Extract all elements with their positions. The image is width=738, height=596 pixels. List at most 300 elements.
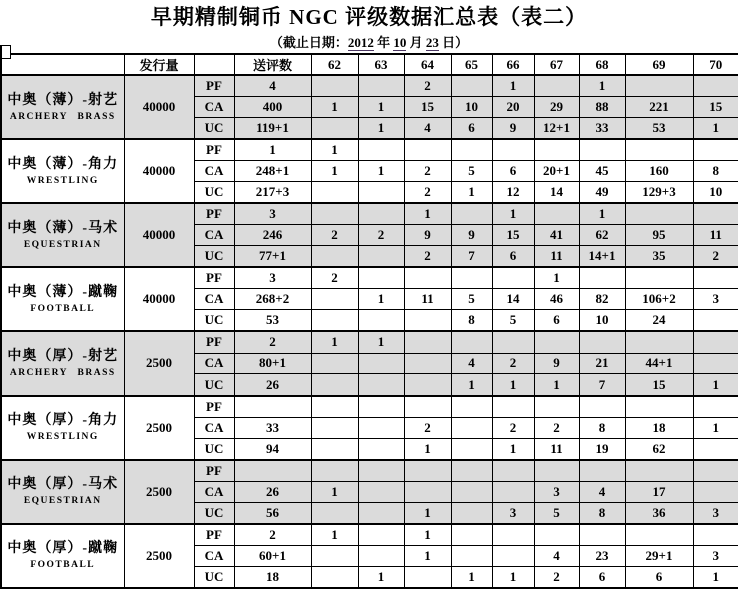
grade-count-cell: 7 bbox=[579, 374, 625, 396]
grade-count-cell: 17 bbox=[625, 481, 693, 502]
grade-count-cell bbox=[451, 75, 492, 97]
grade-count-cell bbox=[358, 246, 404, 268]
grade-count-cell bbox=[311, 246, 358, 268]
coin-name-cn: 中奥（厚）-角力 bbox=[7, 413, 119, 429]
mintage-cell: 2500 bbox=[124, 524, 194, 588]
grade-count-cell: 14+1 bbox=[579, 246, 625, 268]
grade-count-cell bbox=[404, 310, 451, 332]
grade-count-cell: 2 bbox=[693, 246, 738, 268]
grade-count-cell: 1 bbox=[534, 374, 579, 396]
grade-count-cell bbox=[358, 460, 404, 482]
grade-count-cell: 9 bbox=[534, 353, 579, 374]
submitted-count-cell: 119+1 bbox=[234, 118, 311, 140]
grade-count-cell: 82 bbox=[579, 289, 625, 310]
header-grade-64: 64 bbox=[404, 54, 451, 75]
submitted-count-cell: 1 bbox=[234, 139, 311, 161]
grade-count-cell bbox=[358, 75, 404, 97]
coin-name-cn: 中奥（薄）-射艺 bbox=[7, 92, 119, 108]
header-grade-type bbox=[194, 54, 234, 75]
submitted-count-cell: 3 bbox=[234, 203, 311, 225]
grade-type-cell: PF bbox=[194, 75, 234, 97]
grade-count-cell: 23 bbox=[579, 545, 625, 566]
coin-name-cell bbox=[1, 139, 124, 203]
grade-count-cell bbox=[693, 203, 738, 225]
grade-count-cell: 1 bbox=[404, 545, 451, 566]
grade-count-cell: 2 bbox=[534, 566, 579, 588]
grade-count-cell: 4 bbox=[534, 545, 579, 566]
grade-count-cell bbox=[693, 331, 738, 353]
table-row bbox=[1, 331, 738, 353]
grade-count-cell: 15 bbox=[693, 97, 738, 118]
submitted-count-cell: 246 bbox=[234, 225, 311, 246]
grade-count-cell bbox=[534, 396, 579, 418]
grade-count-cell: 29 bbox=[534, 97, 579, 118]
table-row bbox=[1, 267, 738, 289]
coin-name-en: FOOTBALL bbox=[30, 303, 96, 314]
grade-count-cell bbox=[534, 203, 579, 225]
grade-count-cell bbox=[358, 353, 404, 374]
grade-count-cell: 6 bbox=[492, 161, 534, 182]
grade-count-cell: 53 bbox=[625, 118, 693, 140]
grade-count-cell: 8 bbox=[451, 310, 492, 332]
grade-count-cell: 33 bbox=[579, 118, 625, 140]
grade-count-cell bbox=[404, 139, 451, 161]
grade-count-cell: 1 bbox=[358, 97, 404, 118]
grade-count-cell: 14 bbox=[492, 289, 534, 310]
grade-count-cell bbox=[579, 267, 625, 289]
grade-count-cell bbox=[579, 460, 625, 482]
grade-count-cell: 1 bbox=[693, 374, 738, 396]
grade-count-cell bbox=[693, 353, 738, 374]
grade-count-cell: 1 bbox=[492, 203, 534, 225]
grade-count-cell bbox=[358, 417, 404, 438]
grade-count-cell bbox=[693, 460, 738, 482]
grade-count-cell bbox=[311, 289, 358, 310]
grade-count-cell: 10 bbox=[451, 97, 492, 118]
grade-count-cell bbox=[693, 396, 738, 418]
grade-count-cell: 44+1 bbox=[625, 353, 693, 374]
grade-type-cell: CA bbox=[194, 225, 234, 246]
grade-count-cell: 5 bbox=[534, 502, 579, 524]
grade-count-cell: 2 bbox=[492, 353, 534, 374]
grade-count-cell: 6 bbox=[534, 310, 579, 332]
grade-type-cell: PF bbox=[194, 331, 234, 353]
grade-count-cell bbox=[625, 396, 693, 418]
table-row bbox=[1, 203, 738, 225]
grade-count-cell: 1 bbox=[358, 566, 404, 588]
grade-count-cell bbox=[625, 75, 693, 97]
grade-count-cell bbox=[625, 460, 693, 482]
grade-count-cell: 1 bbox=[492, 75, 534, 97]
table-row bbox=[1, 396, 738, 418]
grade-count-cell: 1 bbox=[492, 566, 534, 588]
grade-count-cell: 9 bbox=[404, 225, 451, 246]
grade-count-cell bbox=[579, 331, 625, 353]
grade-count-cell: 3 bbox=[534, 481, 579, 502]
grade-count-cell: 3 bbox=[693, 289, 738, 310]
grade-count-cell: 1 bbox=[311, 139, 358, 161]
grade-count-cell bbox=[625, 331, 693, 353]
grade-count-cell bbox=[358, 481, 404, 502]
grade-count-cell: 6 bbox=[492, 246, 534, 268]
header-row bbox=[1, 54, 738, 75]
grade-count-cell: 1 bbox=[693, 566, 738, 588]
subtitle-text: （截止日期： bbox=[269, 35, 348, 50]
coin-name-cn: 中奥（薄）-蹴鞠 bbox=[7, 284, 119, 300]
mintage-cell: 40000 bbox=[124, 203, 194, 267]
page-title: 早期精制铜币 NGC 评级数据汇总表（表二） bbox=[150, 5, 588, 29]
grade-type-cell: UC bbox=[194, 374, 234, 396]
subtitle-date-number: 2012 bbox=[347, 35, 374, 50]
grade-count-cell bbox=[451, 502, 492, 524]
header-grade-68: 68 bbox=[579, 54, 625, 75]
grade-count-cell: 4 bbox=[404, 118, 451, 140]
grade-count-cell bbox=[492, 545, 534, 566]
grade-count-cell bbox=[534, 75, 579, 97]
grade-count-cell: 2 bbox=[404, 161, 451, 182]
table-row bbox=[1, 460, 738, 482]
grade-count-cell: 1 bbox=[358, 161, 404, 182]
grade-type-cell: PF bbox=[194, 139, 234, 161]
grade-count-cell: 18 bbox=[625, 417, 693, 438]
grade-count-cell: 1 bbox=[404, 524, 451, 546]
grade-count-cell bbox=[311, 396, 358, 418]
grade-count-cell bbox=[693, 481, 738, 502]
grade-count-cell: 1 bbox=[492, 438, 534, 460]
grade-type-cell: UC bbox=[194, 182, 234, 204]
submitted-count-cell: 2 bbox=[234, 331, 311, 353]
grade-count-cell bbox=[358, 524, 404, 546]
grading-table bbox=[0, 53, 738, 589]
grade-count-cell: 20 bbox=[492, 97, 534, 118]
grade-count-cell: 2 bbox=[311, 225, 358, 246]
header-grade-63: 63 bbox=[358, 54, 404, 75]
grade-count-cell bbox=[404, 331, 451, 353]
grade-count-cell: 15 bbox=[404, 97, 451, 118]
mintage-cell: 40000 bbox=[124, 139, 194, 203]
grade-count-cell: 1 bbox=[451, 566, 492, 588]
grade-count-cell: 2 bbox=[404, 417, 451, 438]
grade-count-cell: 6 bbox=[579, 566, 625, 588]
grade-count-cell: 10 bbox=[693, 182, 738, 204]
submitted-count-cell: 18 bbox=[234, 566, 311, 588]
grade-count-cell bbox=[451, 545, 492, 566]
grade-count-cell: 35 bbox=[625, 246, 693, 268]
coin-name-en: WRESTLING bbox=[26, 432, 99, 443]
coin-name-cn: 中奥（厚）-射艺 bbox=[7, 348, 119, 364]
grade-type-cell: PF bbox=[194, 396, 234, 418]
grade-count-cell: 2 bbox=[404, 246, 451, 268]
grade-count-cell bbox=[451, 139, 492, 161]
grade-count-cell bbox=[451, 438, 492, 460]
table-row bbox=[1, 524, 738, 546]
submitted-count-cell: 26 bbox=[234, 481, 311, 502]
header-grade-65: 65 bbox=[451, 54, 492, 75]
grade-type-cell: PF bbox=[194, 460, 234, 482]
submitted-count-cell: 268+2 bbox=[234, 289, 311, 310]
grade-count-cell: 8 bbox=[693, 161, 738, 182]
grade-count-cell bbox=[451, 460, 492, 482]
grade-type-cell: CA bbox=[194, 481, 234, 502]
grade-count-cell bbox=[492, 396, 534, 418]
grade-count-cell bbox=[404, 374, 451, 396]
submitted-count-cell: 94 bbox=[234, 438, 311, 460]
grade-count-cell bbox=[492, 481, 534, 502]
subtitle-date-number: 10 bbox=[393, 35, 407, 50]
grade-count-cell: 1 bbox=[311, 481, 358, 502]
grade-count-cell: 9 bbox=[492, 118, 534, 140]
coin-name-en: ARCHERY BRASS bbox=[9, 111, 116, 122]
grade-count-cell bbox=[311, 438, 358, 460]
submitted-count-cell bbox=[234, 396, 311, 418]
grade-count-cell bbox=[311, 203, 358, 225]
grade-count-cell: 11 bbox=[404, 289, 451, 310]
grade-count-cell: 12+1 bbox=[534, 118, 579, 140]
header-grade-69: 69 bbox=[625, 54, 693, 75]
submitted-count-cell: 3 bbox=[234, 267, 311, 289]
grade-count-cell bbox=[358, 203, 404, 225]
grade-count-cell bbox=[492, 267, 534, 289]
grade-count-cell: 1 bbox=[311, 97, 358, 118]
grade-type-cell: PF bbox=[194, 267, 234, 289]
grade-count-cell bbox=[579, 139, 625, 161]
submitted-count-cell: 248+1 bbox=[234, 161, 311, 182]
subtitle-date-number: 23 bbox=[425, 35, 439, 50]
grade-count-cell bbox=[358, 396, 404, 418]
cutoff-date-subtitle bbox=[0, 34, 738, 51]
grade-count-cell bbox=[311, 182, 358, 204]
submitted-count-cell bbox=[234, 460, 311, 482]
grade-count-cell bbox=[404, 481, 451, 502]
subtitle-text: 月 bbox=[406, 35, 426, 50]
grade-count-cell bbox=[311, 417, 358, 438]
grade-count-cell bbox=[311, 460, 358, 482]
grade-count-cell bbox=[534, 524, 579, 546]
border-artifact bbox=[0, 45, 11, 59]
grade-count-cell bbox=[358, 438, 404, 460]
grade-count-cell bbox=[693, 524, 738, 546]
coin-name-cell bbox=[1, 524, 124, 588]
grade-count-cell bbox=[311, 118, 358, 140]
submitted-count-cell: 56 bbox=[234, 502, 311, 524]
grade-count-cell bbox=[451, 331, 492, 353]
grade-count-cell: 1 bbox=[404, 203, 451, 225]
coin-name-cell bbox=[1, 460, 124, 524]
grade-count-cell: 1 bbox=[693, 118, 738, 140]
grade-count-cell: 1 bbox=[693, 417, 738, 438]
grade-count-cell bbox=[579, 396, 625, 418]
grade-count-cell: 1 bbox=[358, 289, 404, 310]
coin-name-cn: 中奥（厚）-马术 bbox=[7, 477, 119, 493]
header-grade-70: 70 bbox=[693, 54, 738, 75]
submitted-count-cell: 2 bbox=[234, 524, 311, 546]
grade-count-cell bbox=[311, 502, 358, 524]
grade-type-cell: CA bbox=[194, 353, 234, 374]
grade-count-cell: 62 bbox=[579, 225, 625, 246]
grade-count-cell: 2 bbox=[404, 182, 451, 204]
grade-count-cell: 2 bbox=[492, 417, 534, 438]
grade-count-cell: 2 bbox=[404, 75, 451, 97]
grade-count-cell: 8 bbox=[579, 417, 625, 438]
grade-count-cell bbox=[404, 566, 451, 588]
grade-count-cell bbox=[492, 524, 534, 546]
grade-count-cell: 3 bbox=[693, 545, 738, 566]
submitted-count-cell: 33 bbox=[234, 417, 311, 438]
grade-type-cell: UC bbox=[194, 118, 234, 140]
grade-count-cell bbox=[451, 481, 492, 502]
grade-count-cell: 160 bbox=[625, 161, 693, 182]
grade-count-cell: 4 bbox=[579, 481, 625, 502]
grade-count-cell bbox=[625, 267, 693, 289]
grade-count-cell bbox=[693, 438, 738, 460]
grade-count-cell bbox=[579, 524, 625, 546]
grade-count-cell: 106+2 bbox=[625, 289, 693, 310]
grade-count-cell bbox=[311, 566, 358, 588]
grade-count-cell bbox=[451, 417, 492, 438]
grade-type-cell: UC bbox=[194, 566, 234, 588]
mintage-cell: 2500 bbox=[124, 460, 194, 524]
coin-name-en: EQUESTRIAN bbox=[23, 239, 102, 250]
grade-count-cell: 24 bbox=[625, 310, 693, 332]
grade-count-cell: 45 bbox=[579, 161, 625, 182]
coin-name-cell bbox=[1, 331, 124, 395]
grade-count-cell: 11 bbox=[534, 246, 579, 268]
coin-name-cn: 中奥（厚）-蹴鞠 bbox=[7, 541, 119, 557]
grade-count-cell: 95 bbox=[625, 225, 693, 246]
grade-count-cell bbox=[534, 139, 579, 161]
grade-count-cell bbox=[358, 502, 404, 524]
grade-count-cell: 1 bbox=[579, 75, 625, 97]
grade-count-cell bbox=[492, 460, 534, 482]
submitted-count-cell: 53 bbox=[234, 310, 311, 332]
grade-count-cell bbox=[358, 267, 404, 289]
grade-count-cell bbox=[693, 310, 738, 332]
grade-count-cell: 1 bbox=[311, 331, 358, 353]
header-submitted-count: 送评数 bbox=[234, 54, 311, 75]
grade-count-cell: 49 bbox=[579, 182, 625, 204]
grade-count-cell: 6 bbox=[625, 566, 693, 588]
grade-count-cell: 20+1 bbox=[534, 161, 579, 182]
header-grade-67: 67 bbox=[534, 54, 579, 75]
header-coin-name bbox=[1, 54, 124, 75]
grade-count-cell: 2 bbox=[358, 225, 404, 246]
coin-name-cell bbox=[1, 75, 124, 139]
grade-count-cell: 1 bbox=[311, 524, 358, 546]
coin-name-cn: 中奥（薄）-马术 bbox=[7, 220, 119, 236]
submitted-count-cell: 217+3 bbox=[234, 182, 311, 204]
grade-count-cell: 15 bbox=[625, 374, 693, 396]
submitted-count-cell: 400 bbox=[234, 97, 311, 118]
coin-name-en: FOOTBALL bbox=[30, 560, 96, 571]
grade-count-cell: 21 bbox=[579, 353, 625, 374]
grade-count-cell bbox=[311, 75, 358, 97]
grade-type-cell: CA bbox=[194, 97, 234, 118]
grade-count-cell bbox=[492, 331, 534, 353]
grade-count-cell: 1 bbox=[311, 161, 358, 182]
grade-count-cell: 1 bbox=[358, 331, 404, 353]
header-grade-66: 66 bbox=[492, 54, 534, 75]
grade-count-cell bbox=[451, 203, 492, 225]
subtitle-text: 日） bbox=[438, 35, 469, 50]
grade-count-cell: 15 bbox=[492, 225, 534, 246]
grade-count-cell bbox=[404, 267, 451, 289]
coin-name-en: WRESTLING bbox=[26, 175, 99, 186]
subtitle-text: 年 bbox=[373, 35, 394, 50]
grade-count-cell: 62 bbox=[625, 438, 693, 460]
grade-count-cell: 41 bbox=[534, 225, 579, 246]
grade-count-cell: 12 bbox=[492, 182, 534, 204]
grade-count-cell: 2 bbox=[534, 417, 579, 438]
grade-count-cell: 11 bbox=[534, 438, 579, 460]
grade-count-cell bbox=[358, 182, 404, 204]
grade-count-cell: 5 bbox=[451, 161, 492, 182]
grade-count-cell bbox=[693, 267, 738, 289]
grade-count-cell: 19 bbox=[579, 438, 625, 460]
coin-name-cell bbox=[1, 267, 124, 331]
grade-count-cell bbox=[625, 524, 693, 546]
grade-type-cell: PF bbox=[194, 203, 234, 225]
grade-count-cell bbox=[693, 75, 738, 97]
submitted-count-cell: 26 bbox=[234, 374, 311, 396]
grade-count-cell: 5 bbox=[451, 289, 492, 310]
grade-count-cell: 7 bbox=[451, 246, 492, 268]
grade-count-cell bbox=[311, 374, 358, 396]
grade-count-cell bbox=[404, 353, 451, 374]
grade-type-cell: UC bbox=[194, 438, 234, 460]
grade-count-cell: 29+1 bbox=[625, 545, 693, 566]
submitted-count-cell: 4 bbox=[234, 75, 311, 97]
grade-type-cell: CA bbox=[194, 161, 234, 182]
grade-count-cell bbox=[693, 139, 738, 161]
submitted-count-cell: 80+1 bbox=[234, 353, 311, 374]
grade-type-cell: UC bbox=[194, 246, 234, 268]
grade-count-cell: 6 bbox=[451, 118, 492, 140]
grade-count-cell bbox=[358, 139, 404, 161]
grade-type-cell: CA bbox=[194, 289, 234, 310]
grade-count-cell bbox=[358, 310, 404, 332]
grade-count-cell: 1 bbox=[534, 267, 579, 289]
grade-count-cell: 4 bbox=[451, 353, 492, 374]
grade-count-cell: 8 bbox=[579, 502, 625, 524]
mintage-cell: 40000 bbox=[124, 75, 194, 139]
coin-name-en: EQUESTRIAN bbox=[23, 496, 102, 507]
grade-count-cell: 14 bbox=[534, 182, 579, 204]
grade-count-cell: 5 bbox=[492, 310, 534, 332]
grade-count-cell: 88 bbox=[579, 97, 625, 118]
grade-count-cell: 3 bbox=[693, 502, 738, 524]
coin-name-cell bbox=[1, 203, 124, 267]
grade-count-cell: 46 bbox=[534, 289, 579, 310]
grade-type-cell: CA bbox=[194, 545, 234, 566]
mintage-cell: 2500 bbox=[124, 331, 194, 395]
table-row bbox=[1, 139, 738, 161]
grade-count-cell bbox=[451, 396, 492, 418]
grade-count-cell: 36 bbox=[625, 502, 693, 524]
grade-count-cell: 1 bbox=[492, 374, 534, 396]
grade-count-cell: 221 bbox=[625, 97, 693, 118]
grade-count-cell bbox=[358, 545, 404, 566]
mintage-cell: 40000 bbox=[124, 267, 194, 331]
grade-count-cell bbox=[311, 545, 358, 566]
grade-count-cell: 1 bbox=[451, 374, 492, 396]
grade-count-cell bbox=[625, 203, 693, 225]
submitted-count-cell: 60+1 bbox=[234, 545, 311, 566]
grade-count-cell bbox=[451, 524, 492, 546]
coin-name-en: ARCHERY BRASS bbox=[9, 367, 116, 378]
grade-count-cell: 1 bbox=[404, 502, 451, 524]
grade-type-cell: UC bbox=[194, 310, 234, 332]
header-grade-62: 62 bbox=[311, 54, 358, 75]
